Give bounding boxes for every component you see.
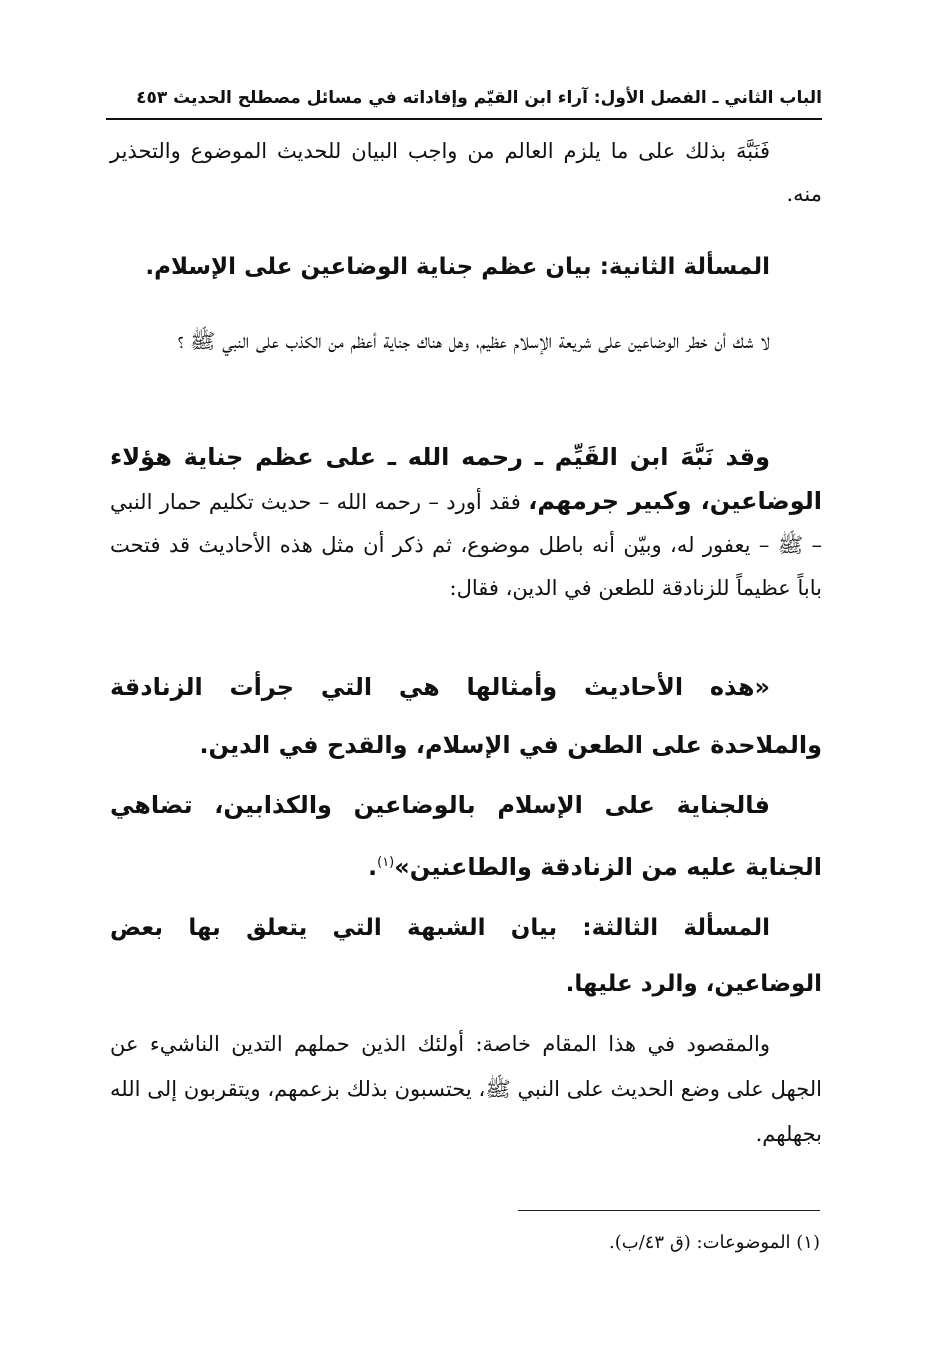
header-rule [106,118,822,120]
quote-2-end: . [367,853,378,881]
paragraph-4: والمقصود في هذا المقام خاصة: أولئك الذين حملهم التدين الناشيء عن الجهل على وضع الحديث على النبي ﷺ، يحتسبون بذلك بزعمهم، ويتقربون إلى الله بجهلهم. [110,1032,822,1146]
heading-issue-3: المسألة الثالثة: بيان الشبهة التي يتعلق بها بعض الوضاعين، والرد عليها. [110,915,822,997]
paragraph-3 [110,436,822,610]
paragraph-3-rest: فقد أورد – رحمه الله – حديث تكليم حمار النبي – ﷺ – يعفور له، وبيّن أنه باطل موضوع، ثم ذكر أن مثل هذه الأحاديث قد فتحت باباً عظيماً للزنادقة للطعن في الدين، فقال: [110,490,822,600]
heading-issue-2: المسألة الثانية: بيان عظم جناية الوضاعين على الإسلام. [145,254,770,280]
quote-2-text: فالجناية على الإسلام بالوضاعين والكذابين، تضاهي الجناية عليه من الزنادقة والطاعنين» [110,791,822,881]
paragraph-2: لا شك أن خطر الوضاعين على شريعة الإسلام عظيم، وهل هناك جناية أعظم من الكذب على النبي ﷺ ؟ [177,329,770,353]
quote-1: «هذه الأحاديث وأمثالها هي التي جرأت الزنادقة والملاحدة على الطعن في الإسلام، والقدح في الدين. [110,673,822,759]
paragraph-1: فَنَبَّهَ بذلك على ما يلزم العالم من واجب البيان للحديث الموضوع والتحذير منه. [110,139,822,206]
footnote: (١) الموضوعات: (ق ٤٣/ب). [609,1232,820,1253]
footnote-rule [518,1210,820,1211]
footnote-marker: (١) [377,855,395,870]
quote-2 [110,776,822,896]
paragraph-3-bold: وقد نَبَّهَ ابن القَيِّم ـ رحمه الله ـ على عظم جناية هؤلاء الوضاعين، وكبير جرمهم، [110,443,823,515]
running-header: الباب الثاني ـ الفصل الأول: آراء ابن القيّم وإفاداته في مسائل مصطلح الحديث ٤٥٣ [136,88,822,108]
